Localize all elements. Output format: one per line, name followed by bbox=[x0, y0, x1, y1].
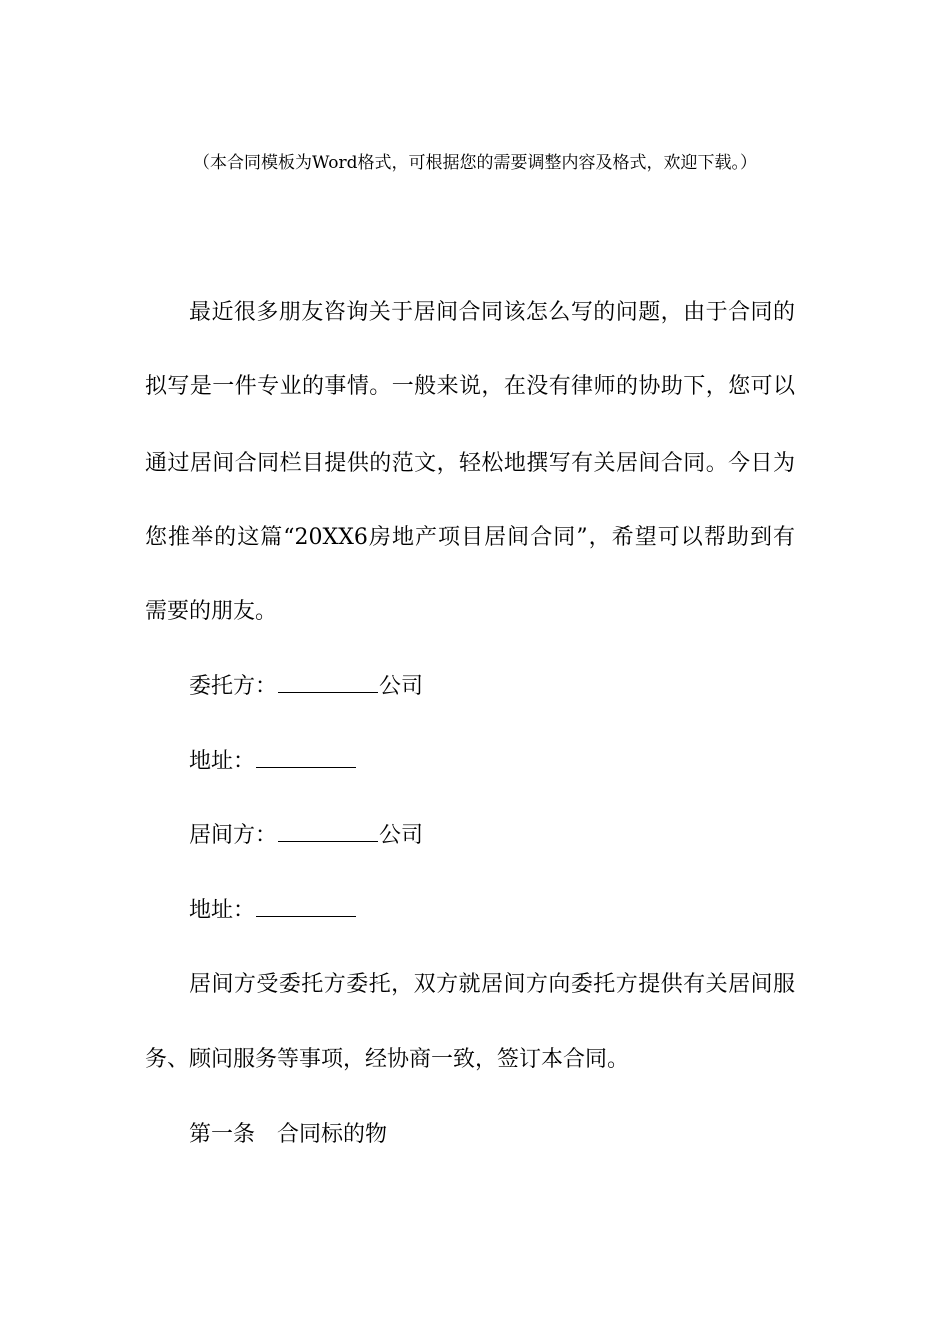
client-address-label: 地址： bbox=[189, 749, 256, 774]
intro-line-1: 最近很多朋友咨询关于居间合同该怎么写的问题，由于合同的 bbox=[189, 300, 795, 325]
intro-line-2: 拟写是一件专业的事情。一般来说，在没有律师的协助下，您可以 bbox=[145, 374, 795, 399]
client-address-line bbox=[189, 747, 357, 777]
client-party-line bbox=[189, 672, 423, 702]
broker-party-line bbox=[189, 821, 423, 851]
broker-suffix: 公司 bbox=[379, 823, 424, 848]
client-suffix: 公司 bbox=[379, 674, 424, 699]
preamble-line-1: 居间方受委托方委托，双方就居间方向委托方提供有关居间服 bbox=[189, 972, 795, 997]
broker-address-line bbox=[189, 896, 357, 926]
broker-address-label: 地址： bbox=[189, 898, 256, 923]
client-address-blank[interactable] bbox=[256, 747, 356, 768]
intro-line-5: 需要的朋友。 bbox=[145, 599, 278, 624]
template-note: （本合同模板为Word格式，可根据您的需要调整内容及格式，欢迎下载。） bbox=[192, 153, 758, 173]
article-1-heading: 第一条 合同标的物 bbox=[189, 1122, 388, 1147]
broker-label: 居间方： bbox=[189, 823, 278, 848]
broker-address-blank[interactable] bbox=[256, 896, 356, 917]
preamble-line-2: 务、顾问服务等事项，经协商一致，签订本合同。 bbox=[145, 1047, 630, 1072]
client-name-blank[interactable] bbox=[278, 672, 378, 693]
intro-line-3: 通过居间合同栏目提供的范文，轻松地撰写有关居间合同。今日为 bbox=[145, 451, 795, 476]
client-label: 委托方： bbox=[189, 674, 278, 699]
broker-name-blank[interactable] bbox=[278, 821, 378, 842]
intro-line-4: 您推举的这篇“20XX6房地产项目居间合同”，希望可以帮助到有 bbox=[145, 525, 795, 550]
